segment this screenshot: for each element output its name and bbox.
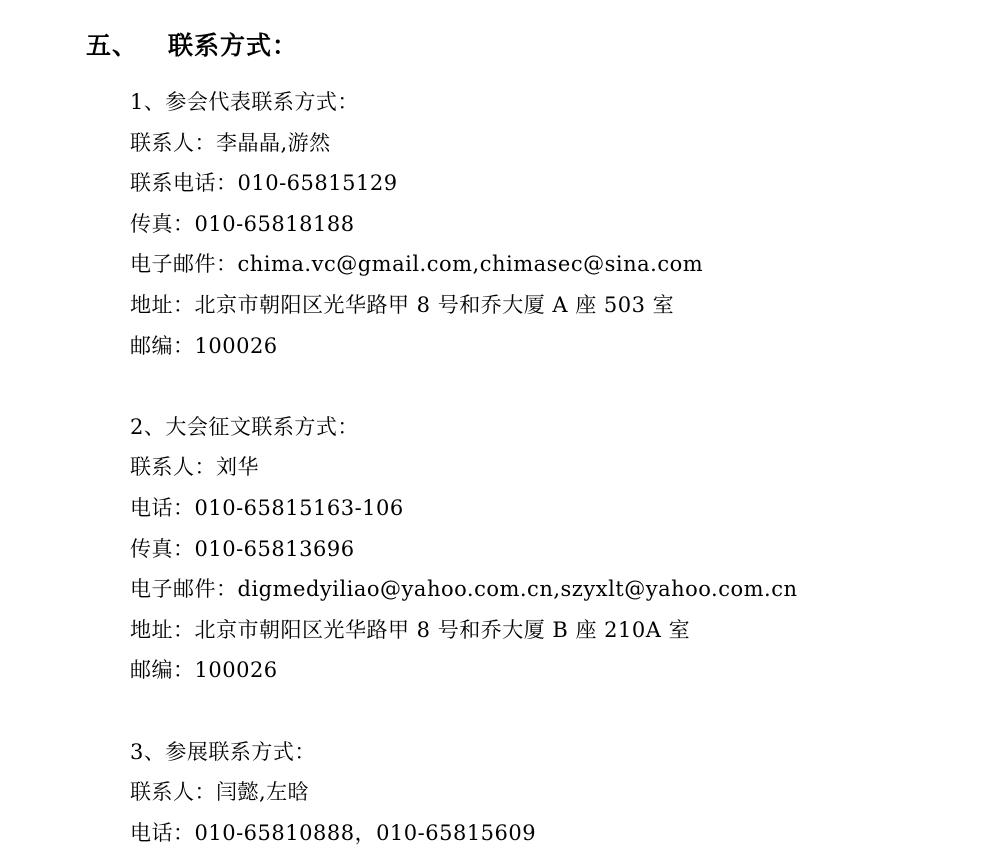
contact-content (130, 82, 990, 853)
row-value: 010-65815129 (238, 171, 398, 195)
contact-person-row (130, 447, 990, 488)
row-value: 100026 (195, 334, 278, 358)
row-value: 李晶晶,游然 (216, 131, 331, 155)
row-value: 北京市朝阳区光华路甲 8 号和乔大厦 B 座 210A 室 (195, 618, 691, 642)
phone-row (130, 163, 990, 204)
section-title: 联系方式： (168, 31, 298, 60)
email-value: digmedyiliao@yahoo.com.cn,szyxlt@yahoo.com.cn (238, 577, 798, 601)
row-label: 联系电话： (130, 171, 238, 195)
subsection-title: 1、参会代表联系方式： (130, 82, 990, 123)
subsection-title: 3、参展联系方式： (130, 732, 990, 773)
fax-row (130, 204, 990, 245)
row-label: 电子邮件： (130, 577, 238, 601)
row-label: 邮编： (130, 658, 195, 682)
contact-section-papers (130, 407, 990, 691)
row-value: 刘华 (216, 455, 259, 479)
row-value: 北京市朝阳区光华路甲 8 号和乔大厦 A 座 503 室 (195, 293, 675, 317)
contact-person-row (130, 123, 990, 164)
row-label: 传真： (130, 212, 195, 236)
row-label: 邮编： (130, 334, 195, 358)
email-row (130, 244, 990, 285)
row-label: 传真： (130, 537, 195, 561)
row-label: 联系人： (130, 131, 216, 155)
row-value: 闫懿,左晗 (216, 780, 309, 804)
row-value: 010-65810888，010-65815609 (195, 821, 537, 845)
row-label: 电话： (130, 821, 195, 845)
phone-row (130, 488, 990, 529)
row-label: 电话： (130, 496, 195, 520)
phone-row (130, 813, 990, 853)
contact-person-row (130, 772, 990, 813)
section-heading (86, 26, 298, 62)
postcode-row (130, 326, 990, 367)
address-row (130, 610, 990, 651)
contact-section-delegates (130, 82, 990, 366)
row-label: 地址： (130, 293, 195, 317)
row-label: 电子邮件： (130, 252, 238, 276)
row-value: 010-65818188 (195, 212, 355, 236)
row-label: 联系人： (130, 780, 216, 804)
email-value: chima.vc@gmail.com,chimasec@sina.com (238, 252, 704, 276)
postcode-row (130, 650, 990, 691)
contact-section-exhibition (130, 732, 990, 853)
section-number: 五、 (86, 26, 168, 62)
row-value: 010-65815163-106 (195, 496, 404, 520)
address-row (130, 285, 990, 326)
fax-row (130, 529, 990, 570)
subsection-title: 2、大会征文联系方式： (130, 407, 990, 448)
row-value: 100026 (195, 658, 278, 682)
row-value: 010-65813696 (195, 537, 355, 561)
row-label: 联系人： (130, 455, 216, 479)
email-row (130, 569, 990, 610)
row-label: 地址： (130, 618, 195, 642)
